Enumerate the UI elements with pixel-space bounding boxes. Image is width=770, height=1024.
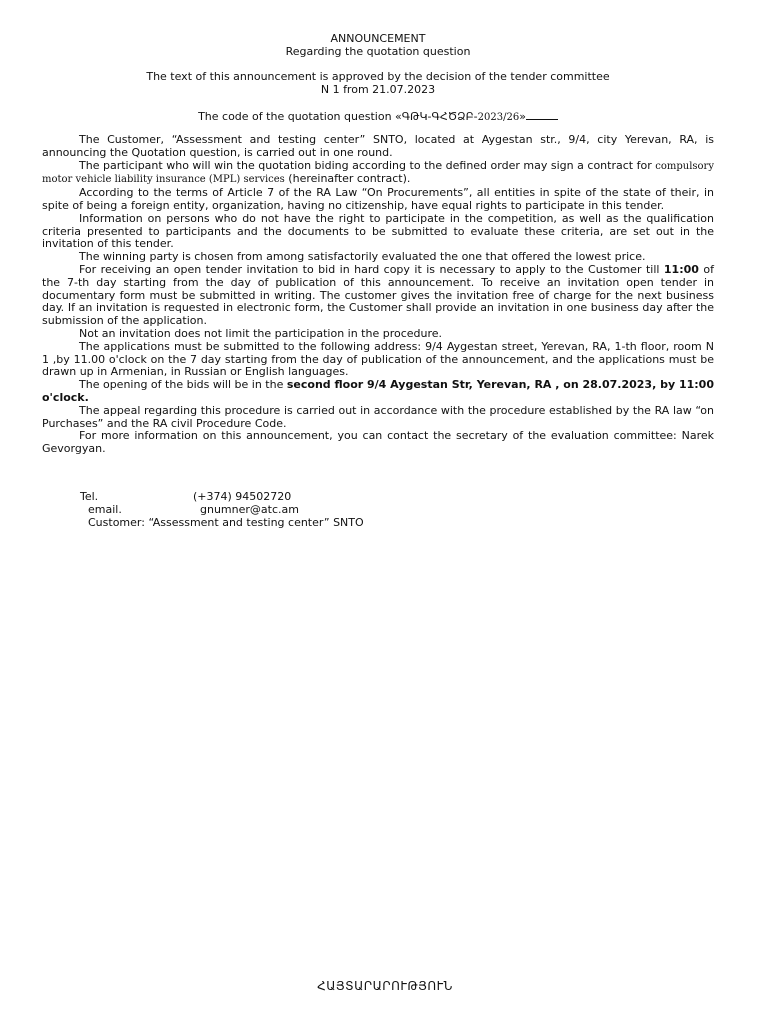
email-value: gnumner@atc.am <box>200 503 299 516</box>
approval-line-1: The text of this announcement is approved by the decision of the tender committee <box>146 70 610 83</box>
p6-end: of the 7-th day starting from the day of publication of this announcement. To receive an invitation open tender in documentary form must be submitted in writing. The customer gives the invitation free of charge for the next business day. If an invitation is requested in electronic form, the Customer shall provide an invitation in one business day after the submission of the application. <box>42 262 714 328</box>
paragraph-participant <box>42 160 714 188</box>
announcement-subtitle: Regarding the quotation question <box>285 45 471 58</box>
p2-start: The participant who will win the quotation biding according to the defined order may sign a contract for <box>79 158 656 172</box>
armenian-footer-title: ՀԱՅՏԱՐԱՐՈՒԹՅՈՒՆ <box>317 979 453 993</box>
code-close: » <box>519 110 526 123</box>
paragraph-contact-info: For more information on this announcement, you can contact the secretary of the evaluation committee: Narek Gevorgyan. <box>42 429 714 456</box>
code-blank-underline <box>526 109 558 120</box>
customer-signature: Customer: “Assessment and testing center” SNTO <box>88 516 364 529</box>
p6-start: For receiving an open tender invitation to bid in hard copy it is necessary to apply to the Customer till <box>79 262 664 276</box>
announcement-title: ANNOUNCEMENT <box>330 32 426 45</box>
paragraph-applications: The applications must be submitted to the following address: 9/4 Aygestan street, Yerevan, RA, 1-th floor, room N 1 ,by 11.00 o'clock on the 7 day starting from the day of publication of the announcement, and the applications must be drawn up in Armenian, in Russian or English languages. <box>42 339 714 379</box>
paragraph-customer: The Customer, “Assessment and testing center” SNTO, located at Aygestan str., 9/4, city Yerevan, RA, is announcing the Quotation question, is carried out in one round. <box>42 133 714 159</box>
code-suffix: 2023/26 <box>477 112 520 123</box>
paragraph-article-7: According to the terms of Article 7 of the RA Law “On Procurements”, all entities in spite of the state of their, in spite of being a foreign entity, organization, having no citizenship, have equal rights to participate in this tender. <box>42 186 714 212</box>
tel-value: (+374) 94502720 <box>193 490 292 503</box>
code-armenian: ԳԹԿ-ԳՀԾՁԲ- <box>401 110 478 123</box>
announcement-body <box>42 134 714 456</box>
p2-end: (hereinafter contract). <box>284 172 411 186</box>
p2-service: compulsory motor vehicle liability insurance (MPL) services <box>42 160 714 186</box>
paragraph-invitation <box>42 264 714 328</box>
p9-opening-details: second floor 9/4 Aygestan Str, Yerevan, RA , on 28.07.2023, by 11:00 o'clock. <box>42 378 714 404</box>
p6-deadline: 11:00 <box>663 262 699 276</box>
tel-label: Tel. <box>80 490 99 503</box>
approval-line-2: N 1 from 21.07.2023 <box>320 83 436 96</box>
email-label: email. <box>88 503 122 516</box>
paragraph-opening <box>42 379 714 405</box>
paragraph-appeal: The appeal regarding this procedure is carried out in accordance with the procedure established by the RA law “on Purchases” and the RA civil Procedure Code. <box>42 403 714 430</box>
quotation-code-line <box>42 109 714 124</box>
paragraph-qualification: Information on persons who do not have the right to participate in the competition, as well as the qualification criteria presented to participants and the documents to be submitted to evaluate these criteria, are set out in the invitation of this tender. <box>42 211 714 251</box>
paragraph-participation: Not an invitation does not limit the participation in the procedure. <box>79 326 443 340</box>
code-prefix: The code of the quotation question « <box>198 110 402 123</box>
p9-start: The opening of the bids will be in the <box>79 378 287 392</box>
paragraph-winning-party: The winning party is chosen from among satisfactorily evaluated the one that offered the lowest price. <box>79 250 646 264</box>
